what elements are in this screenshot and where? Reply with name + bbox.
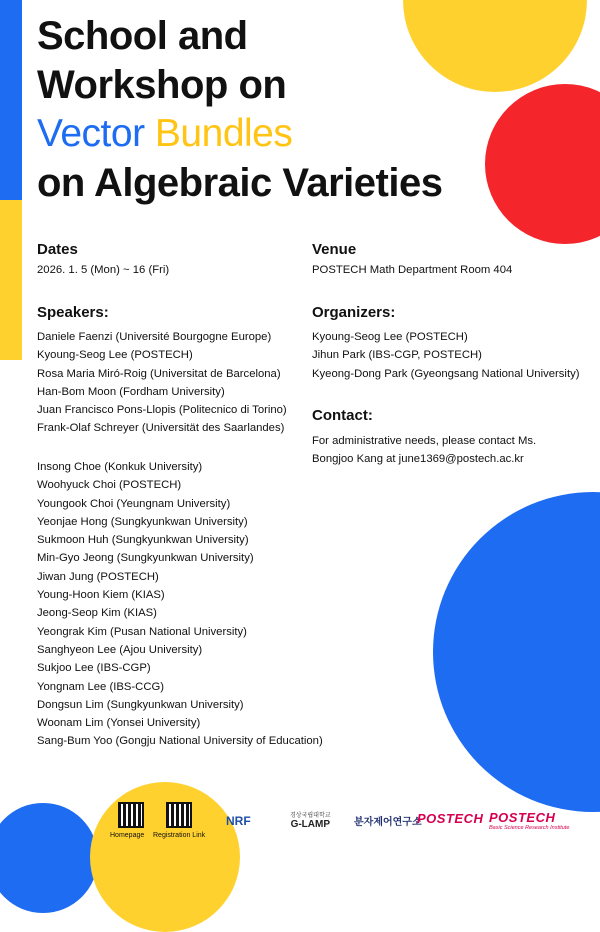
list-item: Sukjoo Lee (IBS-CGP) [37, 662, 151, 675]
list-item: Woohyuck Choi (POSTECH) [37, 479, 182, 492]
list-item: Sanghyeon Lee (Ajou University) [37, 643, 203, 656]
list-item: Jiwan Jung (POSTECH) [37, 570, 159, 583]
speakers-list-2 [37, 458, 323, 751]
list-item: Rosa Maria Miró-Roig (Universitat de Barcelona) [37, 367, 281, 380]
list-item: Yeongrak Kim (Pusan National University) [37, 625, 247, 638]
postech-logo-2-sub: Basic Science Research Institute [489, 825, 570, 831]
decor-red-circle [485, 84, 600, 244]
title-line-4: on Algebraic Varieties [37, 161, 443, 205]
homepage-label[interactable]: Homepage [110, 832, 145, 839]
speakers-list-1 [37, 328, 287, 438]
postech-logo-2 [489, 810, 569, 831]
speakers-heading: Speakers: [37, 304, 109, 321]
postech-logo-1 [417, 810, 483, 828]
list-item: Insong Choe (Konkuk University) [37, 461, 203, 473]
postech-logo-1-text: POSTECH [417, 811, 484, 826]
nrf-logo [226, 812, 251, 830]
venue-value: POSTECH Math Department Room 404 [312, 264, 513, 276]
organizers-list [312, 328, 580, 383]
list-item: Woonam Lim (Yonsei University) [37, 717, 201, 730]
postech-logo-2-text: POSTECH [489, 810, 556, 825]
contact-text [312, 432, 536, 469]
title-line-3 [37, 112, 442, 161]
title-line-2: Workshop on [37, 63, 287, 107]
list-item: Sukmoon Huh (Sungkyunkwan University) [37, 534, 249, 547]
dates-heading: Dates [37, 241, 78, 258]
glamp-logo-text: G-LAMP [290, 819, 331, 830]
list-item: Kyeong-Dong Park (Gyeongsang National University) [312, 367, 580, 380]
title-vector: Vector [37, 112, 145, 155]
venue-heading: Venue [312, 241, 357, 258]
title-bundles: Bundles [154, 112, 293, 155]
decor-blue-circle-large [433, 492, 600, 812]
list-item: Jihun Park (IBS-CGP, POSTECH) [312, 349, 482, 362]
list-item: Young-Hoon Kiem (KIAS) [37, 589, 165, 602]
decor-blue-circle-bottom [0, 803, 98, 913]
list-item: Min-Gyo Jeong (Sungkyunkwan University) [37, 552, 254, 565]
nrf-logo-text: NRF [226, 814, 251, 828]
list-item: Yongnam Lee (IBS-CCG) [37, 680, 165, 693]
list-item: Han-Bom Moon (Fordham University) [37, 385, 225, 398]
list-item: Yeonjae Hong (Sungkyunkwan University) [37, 515, 248, 528]
dates-value: 2026. 1. 5 (Mon) ~ 16 (Fri) [37, 264, 170, 276]
contact-heading: Contact: [312, 407, 373, 424]
ibs-logo-text: 분자제어연구소 [354, 817, 422, 828]
decor-yellow-bar [0, 200, 22, 360]
list-item: Frank-Olaf Schreyer (Universität des Saarlandes) [37, 422, 285, 435]
contact-line-2: Bongjoo Kang at june1369@postech.ac.kr [312, 453, 524, 466]
decor-yellow-circle-bottom [90, 782, 240, 932]
organizers-heading: Organizers: [312, 304, 396, 321]
title-line-1: School and [37, 14, 248, 58]
contact-line-1: For administrative needs, please contact Ms. [312, 435, 537, 447]
list-item: Kyoung-Seog Lee (POSTECH) [37, 349, 193, 362]
glamp-logo [290, 810, 331, 830]
poster-title [37, 14, 442, 210]
list-item: Sang-Bum Yoo (Gongju National University of Education) [37, 735, 323, 748]
list-item: Dongsun Lim (Sungkyunkwan University) [37, 698, 244, 711]
list-item: Juan Francisco Pons-Llopis (Politecnico di Torino) [37, 404, 287, 417]
list-item: Youngook Choi (Yeungnam University) [37, 497, 231, 510]
homepage-qr-code[interactable] [118, 802, 144, 828]
ibs-logo [354, 812, 422, 830]
list-item: Kyoung-Seog Lee (POSTECH) [312, 331, 468, 343]
list-item: Jeong-Seop Kim (KIAS) [37, 607, 157, 620]
decor-blue-bar [0, 0, 22, 200]
registration-qr-code[interactable] [166, 802, 192, 828]
list-item: Daniele Faenzi (Université Bourgogne Europe) [37, 331, 272, 343]
registration-label[interactable]: Registration Link [153, 832, 206, 839]
glamp-logo-kr: 경상국립대학교 [290, 813, 331, 819]
